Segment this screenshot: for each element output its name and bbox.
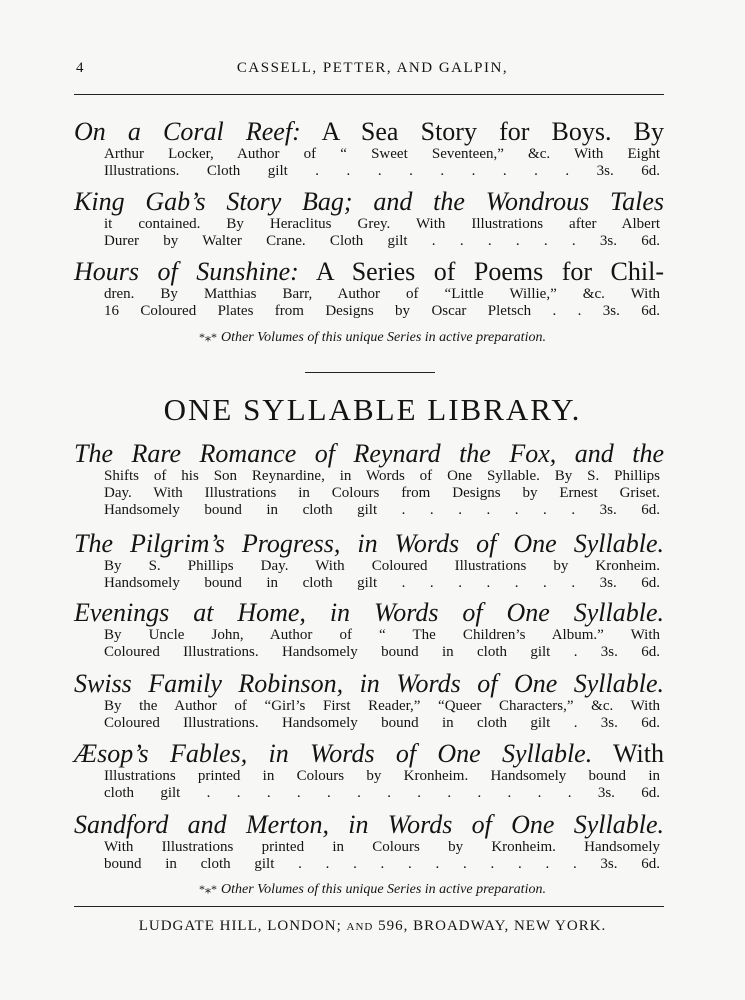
entry-title: Evenings at Home, in Words of One Syllable. <box>74 598 664 627</box>
entry-title-italic: Hours of Sunshine: <box>74 257 299 286</box>
entry-line: Arthur Locker, Author of “ Sweet Seventeen,” &c. With Eight <box>104 146 660 162</box>
entry-line: cloth gilt . . . . . . . . . . . . . 3s. 6d. <box>104 785 660 801</box>
entry-line: Handsomely bound in cloth gilt . . . . . . . 3s. 6d. <box>104 575 660 591</box>
imprint-and: and <box>346 918 374 934</box>
entry-line: By Uncle John, Author of “ The Children’s Album.” With <box>104 627 660 643</box>
asterism-icon: *⁎* <box>199 882 218 896</box>
entry-title-italic: Æsop’s Fables, in Words of One Syllable. <box>74 739 593 768</box>
entry-king-gab <box>74 188 664 250</box>
entry-title: The Rare Romance of Reynard the Fox, and the <box>74 439 664 468</box>
imprint-london: LUDGATE HILL, LONDON; <box>138 918 342 934</box>
header-rule <box>74 94 664 95</box>
entry-line: Shifts of his Son Reynardine, in Words of One Syllable. By S. Phillips <box>104 468 660 484</box>
entry-title <box>74 258 664 286</box>
section-divider <box>305 372 435 373</box>
section-title: ONE SYLLABLE LIBRARY. <box>163 392 582 427</box>
entry-title: Sandford and Merton, in Words of One Syllable. <box>74 810 664 839</box>
entry-line: Illustrations printed in Colours by Kronheim. Handsomely bound in <box>104 768 660 784</box>
entry-title-roman: A Series of Poems for Chil- <box>298 257 664 286</box>
entry-title-roman: A Sea Story for Boys. By <box>300 117 664 146</box>
entry-sandford-and-merton <box>74 811 664 873</box>
entry-line: By S. Phillips Day. With Coloured Illustrations by Kronheim. <box>104 558 660 574</box>
entry-title <box>74 118 664 146</box>
entry-evenings-at-home <box>74 599 664 661</box>
entry-line: Day. With Illustrations in Colours from Designs by Ernest Griset. <box>104 485 660 501</box>
entry-line: Handsomely bound in cloth gilt . . . . . . . 3s. 6d. <box>104 502 660 518</box>
entry-title-italic: On a Coral Reef: <box>74 117 301 146</box>
entry-aesops-fables <box>74 740 664 802</box>
publisher-imprint <box>0 918 745 935</box>
asterism-icon: *⁎* <box>199 330 218 344</box>
entry-coral-reef <box>74 118 664 180</box>
page-number: 4 <box>76 60 84 76</box>
entry-reynard-the-fox <box>74 440 664 519</box>
entry-line: With Illustrations printed in Colours by Kronheim. Handsomely <box>104 839 660 855</box>
note-text: Other Volumes of this unique Series in active preparation. <box>221 882 546 897</box>
entry-line: By the Author of “Girl’s First Reader,” “Queer Characters,” &c. With <box>104 698 660 714</box>
entry-line: bound in cloth gilt . . . . . . . . . . . 3s. 6d. <box>104 856 660 872</box>
entry-title: King Gab’s Story Bag; and the Wondrous Tales <box>74 187 664 216</box>
running-head: CASSELL, PETTER, AND GALPIN, <box>236 60 509 76</box>
entry-line: it contained. By Heraclitus Grey. With Illustrations after Albert <box>104 216 660 232</box>
top-series-note <box>0 330 745 346</box>
footer-rule <box>74 906 664 907</box>
entry-line: 16 Coloured Plates from Designs by Oscar Pletsch . . 3s. 6d. <box>104 303 660 319</box>
entry-swiss-family-robinson <box>74 670 664 732</box>
entry-line: dren. By Matthias Barr, Author of “Little Willie,” &c. With <box>104 286 660 302</box>
note-text: Other Volumes of this unique Series in active preparation. <box>221 330 546 345</box>
entry-line: Coloured Illustrations. Handsomely bound in cloth gilt . 3s. 6d. <box>104 644 660 660</box>
entry-line: Coloured Illustrations. Handsomely bound in cloth gilt . 3s. 6d. <box>104 715 660 731</box>
entry-line: Durer by Walter Crane. Cloth gilt . . . . . . 3s. 6d. <box>104 233 660 249</box>
bottom-series-note <box>0 882 745 898</box>
entry-line: Illustrations. Cloth gilt . . . . . . . . . 3s. 6d. <box>104 163 660 179</box>
imprint-new-york: 596, BROADWAY, NEW YORK. <box>378 918 607 934</box>
entry-title: The Pilgrim’s Progress, in Words of One Syllable. <box>74 529 664 558</box>
entry-title: Swiss Family Robinson, in Words of One Syllable. <box>74 669 664 698</box>
entry-pilgrims-progress <box>74 530 664 592</box>
entry-title-roman: With <box>592 739 665 768</box>
entry-hours-of-sunshine <box>74 258 664 320</box>
entry-title <box>74 740 664 768</box>
